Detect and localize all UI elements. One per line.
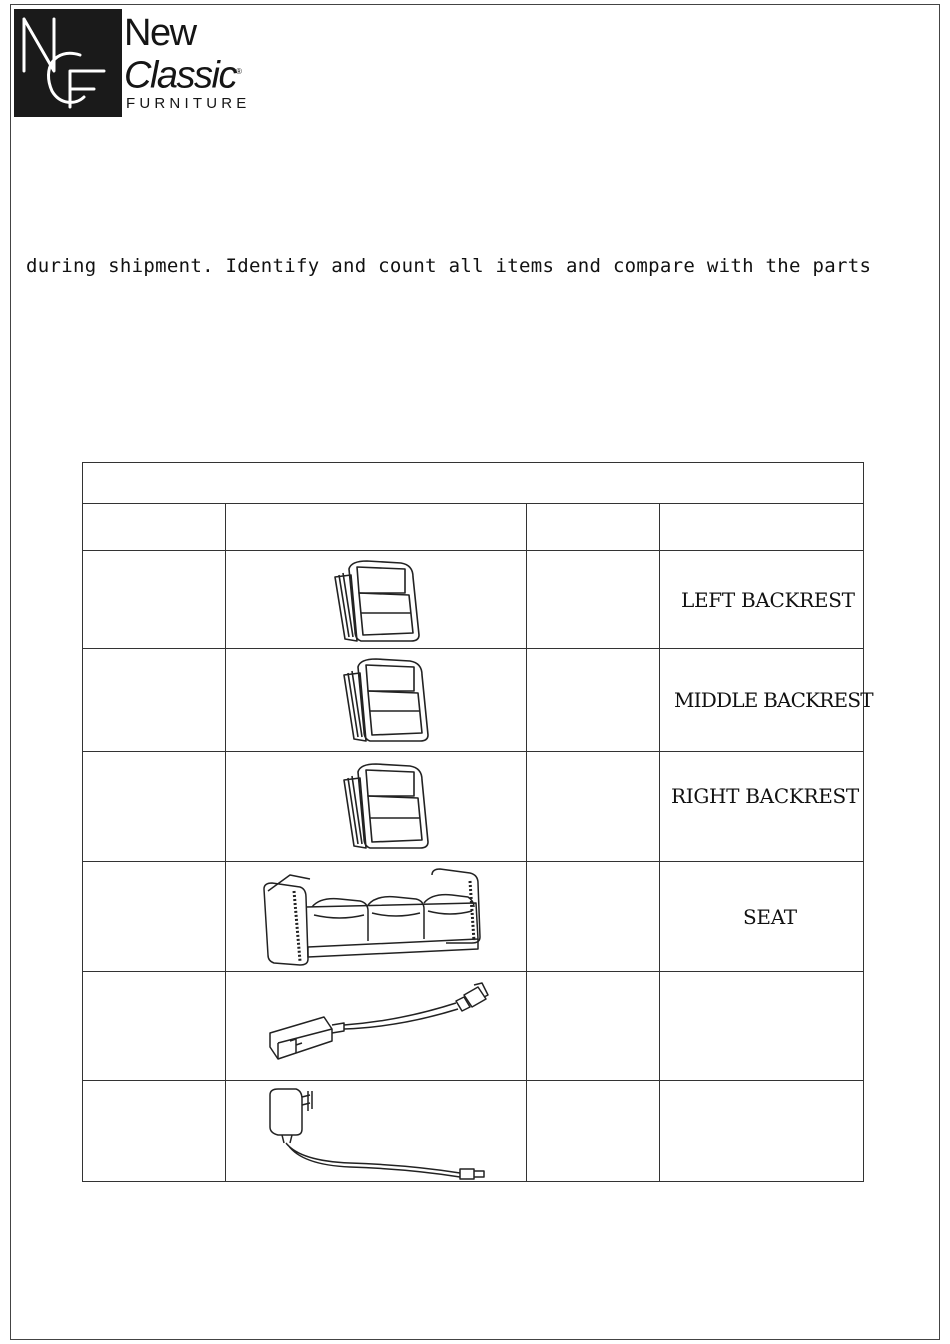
power-cable-icon (260, 981, 492, 1071)
part-description: SEAT (743, 904, 797, 929)
part-number-cell (83, 1081, 226, 1182)
part-description: RIGHT BACKREST (671, 784, 859, 808)
table-row (83, 862, 864, 972)
part-description: MIDDLE BACKREST (674, 688, 873, 712)
description-cell (660, 752, 864, 862)
table-header-row (83, 504, 864, 551)
part-number-cell (83, 551, 226, 649)
part-image-cell (226, 862, 527, 972)
quantity-cell (527, 862, 660, 972)
header-cell (226, 504, 527, 551)
header-cell (83, 504, 226, 551)
part-image-cell (226, 752, 527, 862)
logo-wordmark-classic: Classic® (124, 54, 241, 97)
table-row (83, 1081, 864, 1182)
backrest-icon (336, 655, 446, 745)
header-cell (527, 504, 660, 551)
table-title-row (83, 463, 864, 504)
brand-logo (14, 9, 270, 117)
table-title-cell (83, 463, 864, 504)
part-image-cell (226, 972, 527, 1081)
parts-table (82, 462, 873, 1182)
description-cell (660, 1081, 864, 1182)
power-adapter-icon (260, 1081, 492, 1181)
table-row (83, 972, 864, 1081)
part-image-cell (226, 1081, 527, 1182)
description-cell (660, 649, 873, 752)
part-description: LEFT BACKREST (681, 587, 855, 612)
quantity-cell (527, 1081, 660, 1182)
ncf-monogram-icon (14, 9, 122, 117)
table-row (83, 752, 864, 862)
table-row (83, 649, 864, 752)
logo-wordmark-furniture: FURNITURE (126, 95, 251, 112)
part-number-cell (83, 649, 226, 752)
part-number-cell (83, 972, 226, 1081)
description-cell (660, 862, 864, 972)
part-image-cell (226, 551, 527, 649)
part-image-cell (226, 649, 527, 752)
quantity-cell (527, 752, 660, 862)
backrest-icon (321, 555, 431, 645)
part-number-cell (83, 862, 226, 972)
quantity-cell (527, 551, 660, 649)
table-row (83, 551, 864, 649)
quantity-cell (527, 649, 660, 752)
sofa-seat-icon (260, 867, 492, 967)
quantity-cell (527, 972, 660, 1081)
intro-text: during shipment. Identify and count all items and compare with the parts (26, 255, 872, 277)
backrest-icon (334, 762, 444, 852)
header-cell (660, 504, 864, 551)
description-cell (660, 972, 864, 1081)
description-cell (660, 551, 864, 649)
part-number-cell (83, 752, 226, 862)
logo-wordmark-new: New (124, 12, 196, 54)
